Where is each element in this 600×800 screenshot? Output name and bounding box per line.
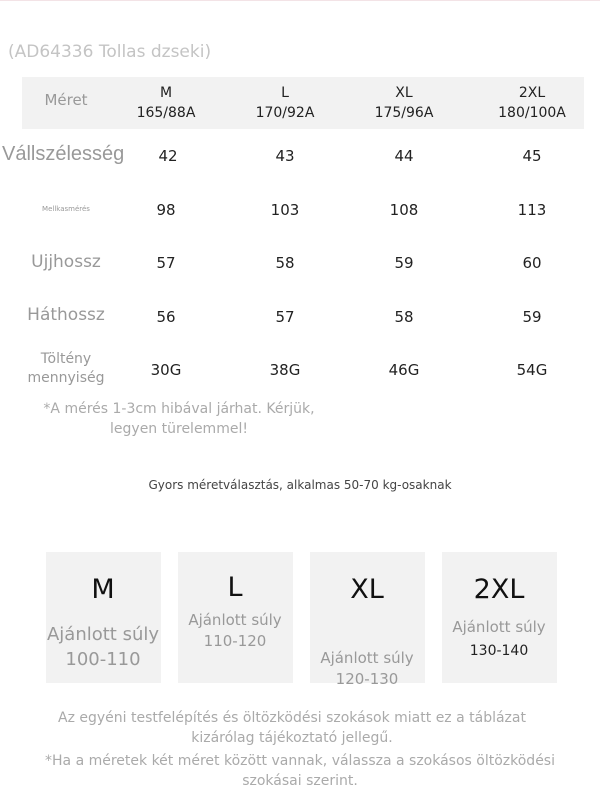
cell: 98: [156, 201, 176, 219]
size-card-l: [178, 552, 293, 683]
cell: 38G: [269, 361, 301, 379]
cell: 58: [275, 254, 295, 272]
cell: 60: [522, 254, 542, 272]
header-label: Méret: [44, 91, 88, 109]
cell: 45: [522, 147, 542, 165]
card-size: XL: [350, 574, 384, 605]
size-spec: 165/88A: [136, 105, 196, 121]
size-name: XL: [395, 85, 413, 101]
disclaimer: [58, 708, 526, 748]
card-range: 130-140: [469, 643, 529, 659]
product-title: (AD64336 Tollas dzseki): [8, 42, 212, 62]
row-label-fill: [28, 350, 105, 388]
measurement-note: [43, 399, 314, 439]
cell: 44: [394, 147, 414, 165]
cell: 59: [522, 308, 542, 326]
cell: 43: [275, 147, 295, 165]
size-card-2xl: [442, 552, 557, 683]
size-spec: 175/96A: [374, 105, 434, 121]
disclaimer-line: kizárólag tájékoztató jellegű.: [191, 730, 393, 746]
disclaimer-line: Az egyéni testfelépítés és öltözködési szokások miatt ez a táblázat: [58, 710, 526, 726]
card-recommendation: [188, 610, 281, 652]
card-size: 2XL: [473, 574, 525, 605]
card-range: 120-130: [335, 670, 399, 688]
size-advice: [45, 751, 555, 791]
card-label: Ajánlott súly: [46, 624, 160, 645]
cell: 103: [270, 201, 300, 219]
label-line: mennyiség: [27, 370, 105, 386]
header-size-2xl: [498, 83, 566, 123]
card-size: L: [227, 572, 243, 603]
header-size-l: [256, 83, 315, 123]
card-label: Ajánlott súly: [452, 618, 546, 636]
size-name: 2XL: [518, 85, 546, 101]
size-spec: 180/100A: [498, 105, 566, 121]
row-label-sleeve: Ujjhossz: [31, 252, 101, 272]
header-size-xl: [375, 83, 434, 123]
note-line: *A mérés 1-3cm hibával járhat. Kérjük,: [43, 401, 315, 417]
cell: 56: [156, 308, 176, 326]
size-card-xl: [310, 552, 425, 688]
size-name: L: [281, 85, 289, 101]
cell: 57: [275, 308, 295, 326]
size-card-m: [46, 552, 161, 683]
row-label-chest: Mellkasmérés: [42, 205, 90, 213]
size-name: M: [159, 85, 173, 101]
cell: 108: [389, 201, 419, 219]
card-range: 100-110: [65, 649, 141, 670]
card-range: 110-120: [203, 632, 267, 650]
quick-select-text: Gyors méretválasztás, alkalmas 50-70 kg-osaknak: [148, 478, 452, 492]
label-line: Töltény: [40, 351, 92, 367]
header-size-m: [137, 83, 196, 123]
row-label-shoulder: Vállszélesség: [2, 143, 125, 165]
card-size: M: [91, 574, 115, 605]
advice-line: szokásai szerint.: [242, 773, 358, 789]
cell: 42: [158, 147, 178, 165]
advice-line: *Ha a méretek két méret között vannak, válassza a szokásos öltözködési: [45, 753, 555, 769]
cell: 59: [394, 254, 414, 272]
cell: 46G: [388, 361, 420, 379]
cell: 57: [156, 254, 176, 272]
row-label-back-length: Háthossz: [27, 305, 105, 325]
card-label: Ajánlott súly: [320, 649, 414, 667]
note-line: legyen türelemmel!: [110, 421, 248, 437]
cell: 113: [517, 201, 547, 219]
card-recommendation: [320, 648, 413, 690]
card-recommendation: [452, 615, 545, 663]
card-recommendation: [47, 622, 159, 672]
cell: 58: [394, 308, 414, 326]
cell: 54G: [516, 361, 548, 379]
cell: 30G: [150, 361, 182, 379]
size-spec: 170/92A: [255, 105, 315, 121]
card-label: Ajánlott súly: [188, 611, 282, 629]
